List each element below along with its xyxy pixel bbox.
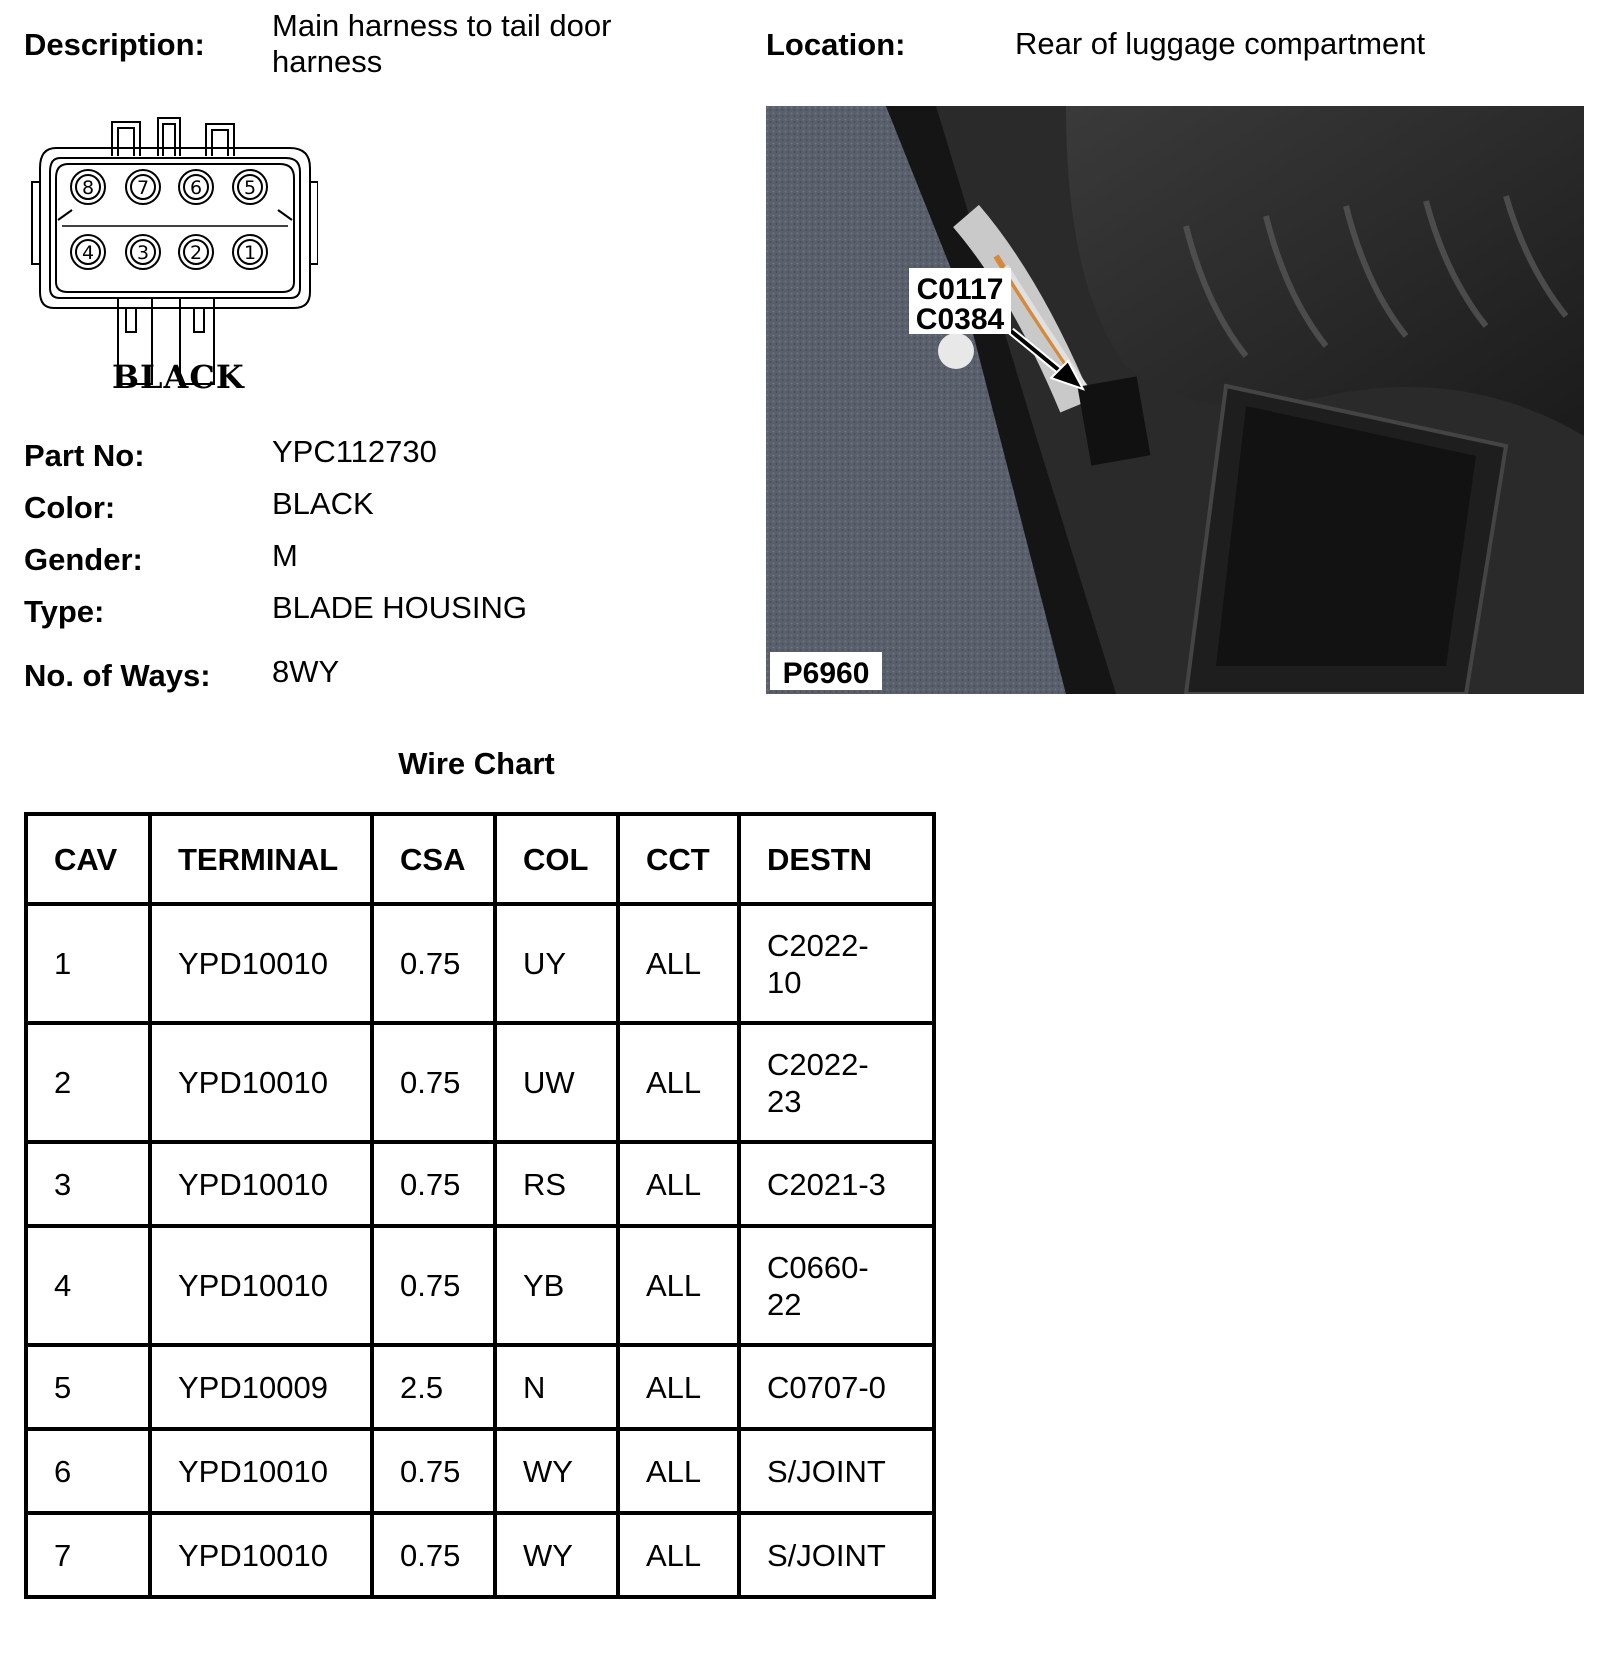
- photo-callout-line-2: C0384: [915, 303, 1005, 336]
- table-row: [26, 1345, 934, 1429]
- cell-terminal: YPD10010: [150, 904, 372, 1023]
- cell-cav: 2: [26, 1023, 150, 1142]
- cell-col: WY: [495, 1513, 618, 1597]
- wire-chart-table: [24, 812, 936, 1599]
- destn-line-2: 23: [767, 1083, 802, 1119]
- table-row: [26, 1429, 934, 1513]
- cell-col: YB: [495, 1226, 618, 1345]
- destn-line-2: 22: [767, 1286, 802, 1322]
- destn-line-1: S/JOINT: [767, 1537, 886, 1573]
- header-col: COL: [495, 814, 618, 904]
- destn-line-1: C2021-3: [767, 1166, 886, 1202]
- description-value: [272, 8, 611, 80]
- cell-terminal: YPD10009: [150, 1345, 372, 1429]
- cell-destn: [739, 1345, 934, 1429]
- cell-csa: 0.75: [372, 1429, 495, 1513]
- header-csa: CSA: [372, 814, 495, 904]
- cell-cav: 1: [26, 904, 150, 1023]
- part-no-label: Part No:: [24, 438, 145, 473]
- connector-color-caption: BLACK: [112, 358, 245, 396]
- type-label: Type:: [24, 594, 105, 629]
- destn-line-1: C0707-0: [767, 1369, 886, 1405]
- cell-destn: [739, 904, 934, 1023]
- cell-cav: 4: [26, 1226, 150, 1345]
- pin-6-label: 6: [189, 177, 203, 199]
- ways-label: No. of Ways:: [24, 658, 211, 693]
- pin-7-label: 7: [136, 177, 150, 199]
- cell-terminal: YPD10010: [150, 1023, 372, 1142]
- cell-cct: ALL: [618, 1429, 739, 1513]
- wire-chart-title: Wire Chart: [398, 746, 555, 781]
- cell-cct: ALL: [618, 1226, 739, 1345]
- table-header-row: [26, 814, 934, 904]
- destn-line-2: 10: [767, 964, 802, 1000]
- description-line-1: Main harness to tail door: [272, 8, 612, 43]
- cell-cav: 7: [26, 1513, 150, 1597]
- type-value: BLADE HOUSING: [272, 590, 527, 625]
- pin-4-label: 4: [81, 242, 95, 264]
- pin-1-label: 1: [243, 242, 257, 264]
- cell-col: UY: [495, 904, 618, 1023]
- cell-cct: ALL: [618, 1513, 739, 1597]
- table-row: [26, 1513, 934, 1597]
- header-destn: DESTN: [739, 814, 934, 904]
- gender-value: M: [272, 538, 298, 573]
- cell-destn: [739, 1429, 934, 1513]
- cell-cav: 6: [26, 1429, 150, 1513]
- location-value: Rear of luggage compartment: [1015, 26, 1426, 61]
- cell-csa: 0.75: [372, 904, 495, 1023]
- table-row: [26, 1226, 934, 1345]
- ways-value: 8WY: [272, 654, 340, 689]
- color-label: Color:: [24, 490, 116, 525]
- cell-destn: [739, 1226, 934, 1345]
- destn-line-1: C2022-: [767, 927, 869, 963]
- cell-cav: 3: [26, 1142, 150, 1226]
- pin-2-label: 2: [189, 242, 203, 264]
- cell-terminal: YPD10010: [150, 1226, 372, 1345]
- cell-cct: ALL: [618, 1023, 739, 1142]
- cell-csa: 0.75: [372, 1023, 495, 1142]
- header-cct: CCT: [618, 814, 739, 904]
- color-value: BLACK: [272, 486, 374, 521]
- pin-3-label: 3: [136, 242, 150, 264]
- part-no-value: YPC112730: [272, 434, 437, 469]
- cell-destn: [739, 1023, 934, 1142]
- cell-csa: 0.75: [372, 1142, 495, 1226]
- location-label: Location:: [766, 27, 906, 62]
- cell-cct: ALL: [618, 1142, 739, 1226]
- destn-line-1: C0660-: [767, 1249, 869, 1285]
- cell-csa: 0.75: [372, 1513, 495, 1597]
- destn-line-1: S/JOINT: [767, 1453, 886, 1489]
- cell-terminal: YPD10010: [150, 1429, 372, 1513]
- cell-cav: 5: [26, 1345, 150, 1429]
- location-photo: [766, 106, 1584, 694]
- cell-csa: 2.5: [372, 1345, 495, 1429]
- header-terminal: TERMINAL: [150, 814, 372, 904]
- cell-col: RS: [495, 1142, 618, 1226]
- photo-ref-label: P6960: [782, 657, 870, 690]
- photo-callout-line-1: C0117: [916, 273, 1004, 306]
- description-line-2: harness: [272, 44, 383, 79]
- header-cav: CAV: [26, 814, 150, 904]
- destn-line-1: C2022-: [767, 1046, 869, 1082]
- cell-cct: ALL: [618, 904, 739, 1023]
- pin-8-label: 8: [81, 177, 95, 199]
- cell-col: UW: [495, 1023, 618, 1142]
- pin-5-label: 5: [243, 177, 257, 199]
- cell-csa: 0.75: [372, 1226, 495, 1345]
- cell-destn: [739, 1142, 934, 1226]
- cell-terminal: YPD10010: [150, 1513, 372, 1597]
- cell-terminal: YPD10010: [150, 1142, 372, 1226]
- gender-label: Gender:: [24, 542, 143, 577]
- cell-destn: [739, 1513, 934, 1597]
- table-row: [26, 1023, 934, 1142]
- cell-cct: ALL: [618, 1345, 739, 1429]
- cell-col: N: [495, 1345, 618, 1429]
- description-label: Description:: [24, 27, 205, 62]
- table-row: [26, 1142, 934, 1226]
- table-row: [26, 904, 934, 1023]
- cell-col: WY: [495, 1429, 618, 1513]
